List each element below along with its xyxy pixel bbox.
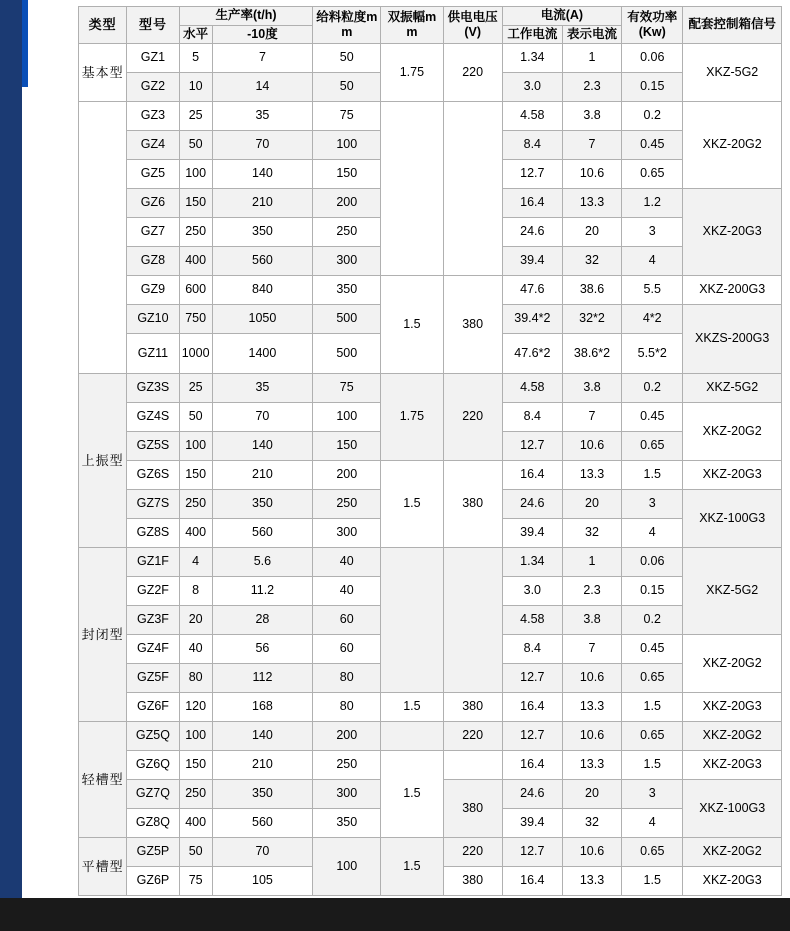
cell-model: GZ5P [127,838,180,867]
cell-power: 0.2 [622,606,683,635]
cell-power: 5.5 [622,276,683,305]
cell-current-working: 39.4 [502,519,562,548]
cell-feed-size: 300 [313,519,381,548]
cell-feed-size: 350 [313,809,381,838]
cell-current-working: 12.7 [502,160,562,189]
cell-minus10: 210 [212,189,313,218]
cell-current-display: 7 [562,131,621,160]
header-current-group: 电流(A) [502,7,621,26]
cell-feed-size: 350 [313,276,381,305]
cell-power: 4*2 [622,305,683,334]
cell-power: 0.06 [622,44,683,73]
cell-minus10: 140 [212,722,313,751]
cell-current-working: 16.4 [502,461,562,490]
cell-minus10: 70 [212,838,313,867]
cell-feed-size: 75 [313,374,381,403]
cell-current-display: 1 [562,44,621,73]
cell-feed-size: 200 [313,722,381,751]
cell-minus10: 560 [212,247,313,276]
cell-amplitude: 1.5 [381,751,443,838]
cell-current-working: 12.7 [502,664,562,693]
left-accent-bar [22,0,28,87]
cell-minus10: 5.6 [212,548,313,577]
cell-minus10: 840 [212,276,313,305]
cell-horizontal: 40 [179,635,212,664]
cell-horizontal: 10 [179,73,212,102]
cell-current-working: 47.6 [502,276,562,305]
cell-horizontal: 150 [179,189,212,218]
header-current-working: 工作电流 [502,25,562,44]
cell-control-box: XKZ-20G3 [683,751,782,780]
cell-horizontal: 75 [179,867,212,896]
cell-minus10: 350 [212,780,313,809]
cell-current-display: 13.3 [562,189,621,218]
header-capacity-group: 生产率(t/h) [179,7,313,26]
cell-minus10: 11.2 [212,577,313,606]
cell-current-display: 32 [562,809,621,838]
cell-feed-size: 150 [313,160,381,189]
cell-power: 0.45 [622,635,683,664]
cell-voltage: 380 [443,867,502,896]
bottom-bar [0,898,790,931]
cell-minus10: 1400 [212,334,313,374]
cell-power: 1.5 [622,751,683,780]
table-row [79,722,782,751]
cell-model: GZ3F [127,606,180,635]
header-voltage: 供电电压(V) [443,7,502,44]
cell-current-working: 1.34 [502,548,562,577]
table-row [79,374,782,403]
cell-horizontal: 150 [179,751,212,780]
cell-current-working: 24.6 [502,780,562,809]
cell-amplitude-empty [381,102,443,276]
cell-control-box: XKZ-200G3 [683,276,782,305]
cell-feed-size: 60 [313,606,381,635]
table-header-row-1 [79,7,782,26]
cell-model: GZ7 [127,218,180,247]
cell-horizontal: 100 [179,432,212,461]
cell-horizontal: 250 [179,780,212,809]
cell-horizontal: 8 [179,577,212,606]
cell-control-box: XKZ-100G3 [683,780,782,838]
cell-minus10: 210 [212,461,313,490]
header-power: 有效功率(Kw) [622,7,683,44]
cell-current-working: 16.4 [502,693,562,722]
specification-table [78,6,782,896]
cell-voltage: 380 [443,461,502,548]
cell-control-box: XKZ-5G2 [683,548,782,635]
cell-feed-size: 80 [313,664,381,693]
cell-model: GZ7Q [127,780,180,809]
cell-current-working: 1.34 [502,44,562,73]
cell-control-box: XKZ-20G3 [683,693,782,722]
cell-control-box: XKZ-20G2 [683,722,782,751]
cell-current-display: 13.3 [562,461,621,490]
cell-voltage-empty [443,751,502,780]
cell-control-box: XKZS-200G3 [683,305,782,374]
category-cell: 基本型 [79,44,127,102]
cell-model: GZ8S [127,519,180,548]
cell-power: 1.2 [622,189,683,218]
cell-horizontal: 50 [179,403,212,432]
cell-power: 0.65 [622,160,683,189]
cell-minus10: 35 [212,374,313,403]
cell-control-box: XKZ-5G2 [683,44,782,102]
category-cell: 封闭型 [79,548,127,722]
cell-model: GZ11 [127,334,180,374]
cell-feed-size: 75 [313,102,381,131]
cell-power: 0.2 [622,102,683,131]
cell-power: 1.5 [622,693,683,722]
cell-power: 4 [622,809,683,838]
cell-current-working: 3.0 [502,73,562,102]
cell-control-box: XKZ-5G2 [683,374,782,403]
cell-horizontal: 25 [179,374,212,403]
cell-voltage: 220 [443,374,502,461]
cell-current-display: 3.8 [562,102,621,131]
cell-amplitude-empty [381,548,443,693]
category-cell: 上振型 [79,374,127,548]
cell-current-display: 1 [562,548,621,577]
cell-power: 4 [622,247,683,276]
cell-model: GZ10 [127,305,180,334]
cell-current-display: 10.6 [562,160,621,189]
cell-feed-size: 50 [313,44,381,73]
cell-horizontal: 25 [179,102,212,131]
table-row [79,44,782,73]
cell-minus10: 14 [212,73,313,102]
cell-model: GZ3S [127,374,180,403]
cell-model: GZ1F [127,548,180,577]
cell-model: GZ5S [127,432,180,461]
cell-feed-size: 50 [313,73,381,102]
cell-minus10: 70 [212,403,313,432]
cell-control-box: XKZ-20G3 [683,461,782,490]
cell-current-working: 24.6 [502,490,562,519]
cell-model: GZ2F [127,577,180,606]
cell-voltage-empty [443,548,502,693]
cell-feed-size: 500 [313,334,381,374]
table-body [79,44,782,896]
cell-current-display: 2.3 [562,577,621,606]
cell-amplitude: 1.5 [381,693,443,722]
cell-feed-size: 150 [313,432,381,461]
table-row [79,838,782,867]
cell-control-box: XKZ-100G3 [683,490,782,548]
cell-current-display: 32 [562,519,621,548]
category-cell [79,102,127,374]
cell-horizontal: 50 [179,838,212,867]
cell-current-working: 39.4*2 [502,305,562,334]
cell-voltage: 380 [443,276,502,374]
cell-model: GZ3 [127,102,180,131]
header-model: 型号 [127,7,180,44]
cell-current-display: 20 [562,218,621,247]
cell-minus10: 105 [212,867,313,896]
cell-horizontal: 400 [179,247,212,276]
cell-current-display: 20 [562,490,621,519]
cell-feed-size: 300 [313,247,381,276]
cell-minus10: 350 [212,490,313,519]
cell-control-box: XKZ-20G2 [683,102,782,189]
cell-current-display: 32 [562,247,621,276]
cell-model: GZ7S [127,490,180,519]
cell-horizontal: 400 [179,809,212,838]
cell-power: 3 [622,780,683,809]
cell-horizontal: 100 [179,160,212,189]
cell-power: 0.45 [622,403,683,432]
cell-minus10: 35 [212,102,313,131]
header-type: 类型 [79,7,127,44]
cell-minus10: 140 [212,160,313,189]
cell-minus10: 560 [212,809,313,838]
cell-current-working: 16.4 [502,189,562,218]
cell-current-working: 8.4 [502,131,562,160]
cell-model: GZ2 [127,73,180,102]
cell-horizontal: 50 [179,131,212,160]
cell-model: GZ6S [127,461,180,490]
cell-horizontal: 750 [179,305,212,334]
cell-minus10: 350 [212,218,313,247]
cell-model: GZ4F [127,635,180,664]
table-row [79,102,782,131]
cell-model: GZ5Q [127,722,180,751]
cell-model: GZ6P [127,867,180,896]
cell-control-box: XKZ-20G3 [683,867,782,896]
cell-current-display: 10.6 [562,664,621,693]
cell-model: GZ5 [127,160,180,189]
cell-control-box: XKZ-20G2 [683,838,782,867]
cell-minus10: 7 [212,44,313,73]
cell-horizontal: 1000 [179,334,212,374]
cell-current-display: 7 [562,403,621,432]
cell-feed-size: 250 [313,218,381,247]
table-row [79,751,782,780]
cell-current-display: 10.6 [562,838,621,867]
cell-power: 0.15 [622,73,683,102]
cell-power: 3 [622,490,683,519]
cell-power: 5.5*2 [622,334,683,374]
cell-feed-size: 200 [313,461,381,490]
cell-horizontal: 80 [179,664,212,693]
table-row [79,693,782,722]
cell-horizontal: 120 [179,693,212,722]
cell-current-display: 2.3 [562,73,621,102]
cell-current-working: 4.58 [502,606,562,635]
cell-horizontal: 600 [179,276,212,305]
cell-horizontal: 250 [179,218,212,247]
table-row [79,461,782,490]
cell-current-working: 4.58 [502,374,562,403]
cell-current-display: 3.8 [562,374,621,403]
category-cell: 平槽型 [79,838,127,896]
cell-current-display: 38.6*2 [562,334,621,374]
cell-horizontal: 5 [179,44,212,73]
cell-power: 4 [622,519,683,548]
cell-model: GZ8Q [127,809,180,838]
cell-current-display: 3.8 [562,606,621,635]
cell-amplitude: 1.5 [381,461,443,548]
cell-minus10: 140 [212,432,313,461]
cell-minus10: 168 [212,693,313,722]
cell-current-working: 47.6*2 [502,334,562,374]
cell-model: GZ4S [127,403,180,432]
cell-current-working: 39.4 [502,809,562,838]
cell-current-working: 4.58 [502,102,562,131]
cell-amplitude: 1.75 [381,44,443,102]
cell-minus10: 560 [212,519,313,548]
cell-horizontal: 20 [179,606,212,635]
left-decorative-bar [0,0,22,931]
cell-current-working: 12.7 [502,432,562,461]
cell-power: 1.5 [622,867,683,896]
cell-feed-size: 300 [313,780,381,809]
cell-model: GZ4 [127,131,180,160]
cell-current-working: 3.0 [502,577,562,606]
cell-model: GZ1 [127,44,180,73]
cell-horizontal: 100 [179,722,212,751]
cell-current-display: 13.3 [562,751,621,780]
cell-current-display: 20 [562,780,621,809]
cell-power: 0.45 [622,131,683,160]
header-control-box: 配套控制箱信号 [683,7,782,44]
cell-feed-size: 100 [313,403,381,432]
cell-feed-size: 100 [313,838,381,896]
cell-model: GZ6 [127,189,180,218]
cell-current-working: 16.4 [502,867,562,896]
cell-control-box: XKZ-20G2 [683,635,782,693]
header-capacity-minus10: -10度 [212,25,313,44]
cell-power: 0.15 [622,577,683,606]
cell-feed-size: 250 [313,751,381,780]
cell-control-box: XKZ-20G2 [683,403,782,461]
cell-model: GZ9 [127,276,180,305]
cell-power: 0.65 [622,664,683,693]
cell-current-display: 7 [562,635,621,664]
cell-current-display: 10.6 [562,722,621,751]
cell-current-working: 24.6 [502,218,562,247]
cell-horizontal: 4 [179,548,212,577]
cell-power: 0.06 [622,548,683,577]
cell-current-display: 32*2 [562,305,621,334]
cell-amplitude: 1.5 [381,276,443,374]
cell-voltage: 220 [443,44,502,102]
cell-power: 0.65 [622,722,683,751]
cell-feed-size: 80 [313,693,381,722]
cell-voltage: 380 [443,780,502,838]
cell-current-display: 10.6 [562,432,621,461]
table-row [79,548,782,577]
cell-horizontal: 250 [179,490,212,519]
cell-current-display: 13.3 [562,693,621,722]
cell-current-display: 13.3 [562,867,621,896]
cell-current-working: 12.7 [502,838,562,867]
cell-amplitude-empty [381,722,443,751]
cell-horizontal: 150 [179,461,212,490]
cell-feed-size: 500 [313,305,381,334]
cell-feed-size: 200 [313,189,381,218]
cell-power: 0.65 [622,432,683,461]
cell-minus10: 210 [212,751,313,780]
cell-feed-size: 250 [313,490,381,519]
cell-minus10: 56 [212,635,313,664]
cell-current-display: 38.6 [562,276,621,305]
cell-amplitude: 1.5 [381,838,443,896]
header-double-amplitude: 双振幅mm [381,7,443,44]
cell-current-working: 16.4 [502,751,562,780]
cell-voltage: 380 [443,693,502,722]
cell-current-working: 8.4 [502,403,562,432]
cell-feed-size: 40 [313,548,381,577]
cell-voltage: 220 [443,722,502,751]
cell-minus10: 1050 [212,305,313,334]
cell-model: GZ5F [127,664,180,693]
cell-feed-size: 100 [313,131,381,160]
cell-current-working: 8.4 [502,635,562,664]
cell-power: 3 [622,218,683,247]
cell-power: 0.2 [622,374,683,403]
cell-control-box: XKZ-20G3 [683,189,782,276]
cell-voltage: 220 [443,838,502,867]
cell-feed-size: 60 [313,635,381,664]
cell-minus10: 28 [212,606,313,635]
cell-minus10: 112 [212,664,313,693]
cell-power: 0.65 [622,838,683,867]
table-row [79,276,782,305]
cell-feed-size: 40 [313,577,381,606]
header-feed-size: 给料粒度mm [313,7,381,44]
header-capacity-horizontal: 水平 [179,25,212,44]
cell-minus10: 70 [212,131,313,160]
spec-table-container [78,6,782,896]
cell-amplitude: 1.75 [381,374,443,461]
cell-model: GZ6Q [127,751,180,780]
category-cell: 轻槽型 [79,722,127,838]
cell-horizontal: 400 [179,519,212,548]
cell-current-working: 39.4 [502,247,562,276]
cell-power: 1.5 [622,461,683,490]
cell-model: GZ6F [127,693,180,722]
cell-voltage-empty [443,102,502,276]
cell-model: GZ8 [127,247,180,276]
cell-current-working: 12.7 [502,722,562,751]
header-current-display: 表示电流 [562,25,621,44]
